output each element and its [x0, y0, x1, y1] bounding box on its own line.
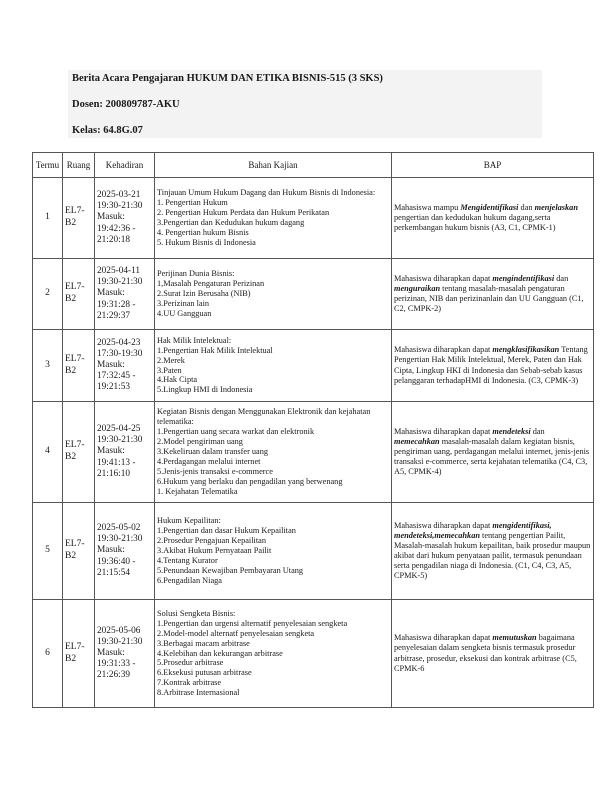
cell-term: 1	[33, 178, 63, 259]
bahan-item: 3.Paten	[157, 365, 182, 375]
cell-term: 4	[33, 402, 63, 503]
table-row	[33, 503, 594, 600]
bap-verb: Mengidentifikasi	[460, 202, 519, 212]
masuk-label: Masuk:	[97, 446, 125, 457]
bahan-item: 5.Jenis-jenis transaksi e-commerce	[157, 466, 273, 476]
cell-term: 3	[33, 330, 63, 402]
bahan-item: 2.Prosedur Pengajuan Kepailitan	[157, 536, 266, 546]
session-time: 19:30-21:30	[97, 534, 143, 545]
bahan-item: 2.Merek	[157, 355, 185, 365]
bap-verb: memutuskan	[492, 633, 537, 643]
cell-bahan-kajian	[155, 402, 392, 503]
masuk-label: Masuk:	[97, 647, 125, 658]
lecturer-line: Dosen: 200809787-AKU	[72, 99, 180, 110]
bahan-item: 5. Hukum Bisnis di Indonesia	[157, 237, 256, 247]
table-header-row	[33, 153, 594, 178]
cell-kehadiran	[95, 259, 155, 330]
cell-kehadiran	[95, 178, 155, 259]
bap-text: Mahasiswa diharapkan dapat	[394, 520, 493, 530]
table-row	[33, 330, 594, 402]
bahan-title: Hukum Kepailitan:	[157, 516, 221, 526]
bap-text: Mahasiswa diharapkan dapat	[394, 633, 493, 643]
bahan-item: 5.Lingkup HMI di Indonesia	[157, 385, 253, 395]
table-row	[33, 178, 594, 259]
table-row	[33, 259, 594, 330]
bahan-item: 4. Pengertian hukum Bisnis	[157, 227, 249, 237]
session-date: 2025-05-06	[97, 625, 141, 636]
document-title: Berita Acara Pengajaran HUKUM DAN ETIKA BISNIS-515 (3 SKS)	[72, 73, 383, 84]
bahan-item: 2.Model pengiriman uang	[157, 437, 243, 447]
bahan-item: 6.Pengadilan Niaga	[157, 575, 222, 585]
cell-kehadiran	[95, 503, 155, 600]
bap-text: masalah-masalah dalam kegiatan bisnis, pengiriman uang, perdagangan melalui internet, jenis-jenis transaksi e-commerce, serta kejahatan telematika (C4, C3, A5, CPMK-4)	[394, 436, 590, 477]
bap-text: Tentang Pengertian Hak Milik Intelektual, Merek, Paten dan Hak Cipta, Lingkup HKI di Indonesia dan Sebab-sebab kasus pelanggaran terhadapHMI di Indonesia. (C3, CPMK-3)	[394, 345, 588, 385]
bahan-item: 1.Pengertian uang secara warkat dan elektronik	[157, 427, 315, 437]
bap-verb: mengindentifikasi	[492, 273, 555, 283]
cell-kehadiran	[95, 330, 155, 402]
bahan-item: 4.Kelebihan dan kekurangan arbitrase	[157, 648, 283, 658]
session-time: 19:30-21:30	[97, 201, 143, 212]
cell-ruang: EL7-B2	[63, 600, 95, 708]
cell-kehadiran	[95, 402, 155, 503]
column-header-bahan-kajian: Bahan Kajian	[155, 153, 392, 178]
column-header-kehadiran: Kehadiran	[95, 153, 155, 178]
bap-verb: memecahkan	[394, 436, 440, 446]
column-header-ruang: Ruang	[63, 153, 95, 178]
bahan-item: 3.Berbagai macam arbitrase	[157, 638, 250, 648]
bap-text: Mahasiswa diharapkan dapat	[394, 345, 493, 355]
class-line: Kelas: 64.8G.07	[72, 125, 143, 136]
table-row	[33, 402, 594, 503]
masuk-label: Masuk:	[97, 545, 125, 556]
masuk-range: 19:31:33 - 21:26:39	[97, 659, 136, 681]
bahan-item: 7.Kontrak arbitrase	[157, 678, 222, 688]
bahan-item: 4.Hak Cipta	[157, 375, 198, 385]
masuk-range: 19:42:36 - 21:20:18	[97, 223, 136, 245]
cell-ruang: EL7-B2	[63, 402, 95, 503]
bap-text: dan	[530, 426, 545, 436]
masuk-range: 19:41:13 - 21:16:10	[97, 457, 136, 479]
cell-term: 2	[33, 259, 63, 330]
bahan-item: 1.Pengertian dan dasar Hukum Kepailitan	[157, 526, 296, 536]
bahan-item: 1.Pengertian Hak Milik Intelektual	[157, 345, 273, 355]
cell-bap	[392, 259, 594, 330]
bahan-item: 1,Masalah Pengaturan Perizinan	[157, 279, 265, 289]
masuk-label: Masuk:	[97, 288, 125, 299]
bahan-item: 5.Prosedur arbitrase	[157, 658, 224, 668]
session-date: 2025-04-25	[97, 424, 141, 435]
bap-verb: mendeteksi	[492, 426, 531, 436]
masuk-range: 17:32:45 - 19:21:53	[97, 371, 136, 393]
bahan-item: 4.UU Gangguan	[157, 308, 212, 318]
bahan-title: Hak Milik Intelektual:	[157, 335, 232, 345]
cell-bap	[392, 600, 594, 708]
column-header-termu: Termu	[33, 153, 63, 178]
bap-text: dan	[554, 273, 569, 283]
cell-bahan-kajian	[155, 178, 392, 259]
session-time: 19:30-21:30	[97, 636, 143, 647]
cell-kehadiran	[95, 600, 155, 708]
bap-text: pengertian dan kedudukan hukum dagang,serta perkembangan hukum bisnis (A3, C1, CPMK-1)	[394, 212, 556, 233]
bahan-title: Kegiatan Bisnis dengan Menggunakan Elektronik dan kejahatan telematika:	[157, 407, 371, 427]
bahan-title: Tinjauan Umum Hukum Dagang dan Hukum Bisnis di Indonesia:	[157, 188, 376, 198]
bahan-item: 3.Kekeliruan dalam transfer uang	[157, 447, 269, 457]
cell-ruang: EL7-B2	[63, 330, 95, 402]
bap-verb: mengidentifikasi, mendeteksi,memecahkan	[394, 520, 552, 540]
session-date: 2025-05-02	[97, 523, 141, 534]
bahan-item: 5.Penundaan Kewajiban Pembayaran Utang	[157, 565, 304, 575]
masuk-range: 19:36:40 - 21:15:54	[97, 556, 136, 578]
session-time: 19:30-21:30	[97, 435, 143, 446]
masuk-label: Masuk:	[97, 359, 125, 370]
session-time: 17:30-19:30	[97, 348, 143, 359]
bap-verb: menjelaskan	[534, 202, 578, 212]
cell-term: 6	[33, 600, 63, 708]
bahan-item: 1. Pengertian Hukum	[157, 198, 228, 208]
cell-bahan-kajian	[155, 259, 392, 330]
bap-text: tentang masalah-masalah pengaturan perizinan, NIB dan perizinanlain dan UU Gangguan (C1, C2, CMPK-2)	[394, 283, 584, 314]
bap-verb: mengklasifikasikan	[492, 345, 560, 355]
cell-bahan-kajian	[155, 503, 392, 600]
bahan-item: 6.Eksekusi putusan arbitrase	[157, 668, 252, 678]
bahan-item: 4.Perdagangan melalui internet	[157, 456, 261, 466]
session-date: 2025-04-11	[97, 266, 141, 277]
cell-ruang: EL7-B2	[63, 259, 95, 330]
bahan-item: 3.Pengertian dan Kedudukan hukum dagang	[157, 218, 305, 227]
bahan-item: 1. Kejahatan Telematika	[157, 486, 238, 496]
column-header-bap: BAP	[392, 153, 594, 178]
bahan-item: 1.Pengertian dan urgensi alternatif penyelesaian sengketa	[157, 618, 348, 628]
bahan-item: 2.Model-model alternatf penyelesaian sengketa	[157, 628, 315, 638]
cell-term: 5	[33, 503, 63, 600]
bap-text: Mahasiswa diharapkan dapat	[394, 426, 493, 436]
bap-verb: menguraikan	[394, 283, 441, 293]
table-row	[33, 600, 594, 708]
bap-text: bagaimana penyelesaian dalam sengketa bisnis termasuk prosedur arbitrase, prosedur, eksekusi dan kontrak arbitrase (C5, CPMK-6	[394, 633, 577, 673]
masuk-range: 19:31:28 - 21:29:37	[97, 299, 136, 321]
bap-text: Mahasiswa diharapkan dapat	[394, 273, 493, 283]
bahan-item: 8.Arbitrase Internasional	[157, 688, 240, 698]
bahan-item: 3.Akibat Hukum Pernyataan Pailit	[157, 546, 272, 556]
cell-ruang: EL7-B2	[63, 178, 95, 259]
bahan-title: Solusi Sengketa Bisnis:	[157, 608, 236, 618]
document-header	[68, 70, 542, 138]
session-date: 2025-04-23	[97, 337, 141, 348]
cell-bap	[392, 402, 594, 503]
cell-bap	[392, 503, 594, 600]
teaching-record-table	[32, 152, 594, 708]
cell-ruang: EL7-B2	[63, 503, 95, 600]
bahan-item: 3.Perizinan lain	[157, 298, 210, 308]
bap-text: Mahasiswa mampu	[394, 202, 461, 212]
bap-text: tentang pengertian Pailit, Masalah-masalah hukum kepailitan, baik prosedur maupun akibat dari hukum penyataan pailit, termasuk penundaan serta pengadilan niaga di Indonesia. (C1, C4, C3, A5, CPMK-5)	[394, 530, 591, 581]
session-time: 19:30-21:30	[97, 277, 143, 288]
masuk-label: Masuk:	[97, 212, 125, 223]
bahan-item: 2.Surat Izin Berusaha (NIB)	[157, 289, 251, 299]
cell-bap	[392, 330, 594, 402]
bahan-item: 6.Hukum yang berlaku dan pengadilan yang berwenang	[157, 476, 343, 486]
bahan-item: 4.Tentang Kurator	[157, 555, 218, 565]
bahan-item: 2. Pengertian Hukum Perdata dan Hukum Perikatan	[157, 208, 330, 218]
cell-bahan-kajian	[155, 600, 392, 708]
cell-bahan-kajian	[155, 330, 392, 402]
bahan-title: Perijinan Dunia Bisnis:	[157, 269, 235, 279]
cell-bap	[392, 178, 594, 259]
bap-text: dan	[518, 202, 535, 212]
session-date: 2025-03-21	[97, 190, 141, 201]
